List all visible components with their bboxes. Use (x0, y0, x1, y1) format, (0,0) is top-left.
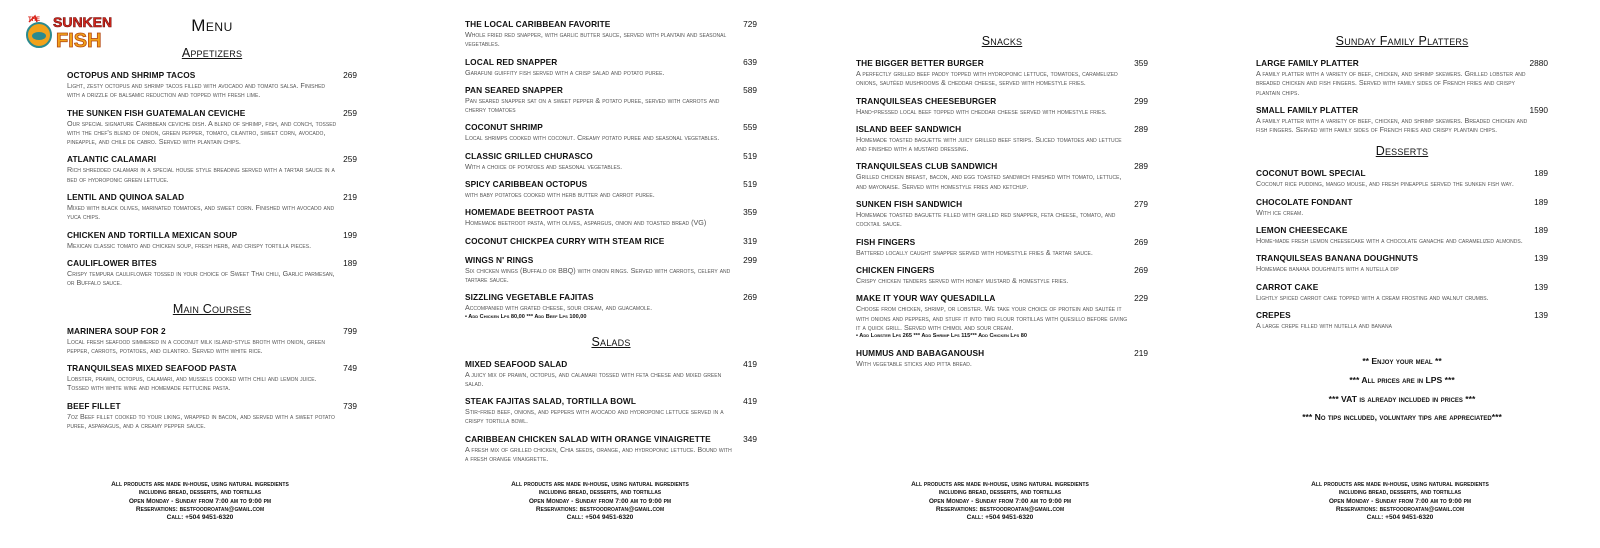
menu-item-name: PAN SEARED SNAPPER (465, 84, 563, 95)
menu-item-description: Local fresh seafood simmered in a coconut milk island-style broth with onion, green pepper, carrots, potatoes, and cilantro. Served with white rice. (67, 336, 325, 355)
menu-item-name: LEMON CHEESECAKE (1256, 225, 1348, 236)
footer-hours: Open Monday - Sunday from 7:00 am to 9:00 pm (928, 497, 1072, 505)
menu-item (1256, 58, 1548, 97)
menu-item-add-ons: • Add Lobster Lps 265 *** Add Shrimp Lps 115*** Add Chicken Lps 80 (856, 333, 1027, 340)
menu-item-description: A juicy mix of prawn, octopus, and calamari tossed with feta cheese and mixed green salad. (465, 369, 722, 388)
menu-item-price: 419 (743, 358, 757, 369)
menu-page-2 (400, 0, 800, 548)
note-vat: *** VAT is already included in prices *** (1328, 393, 1476, 404)
footer-line: including bread, desserts, and tortillas (1338, 489, 1462, 497)
menu-item (856, 265, 1148, 285)
menu-item-price: 799 (343, 325, 357, 336)
menu-item-name: COCONUT CHICKPEA CURRY WITH STEAM RICE (465, 235, 665, 246)
menu-item-name: MIXED SEAFOOD SALAD (465, 358, 568, 369)
menu-item-description: Whole fried red snapper, with garlic butter sauce, served with plantain and seasonal vegetables. (465, 30, 727, 49)
menu-item-price: 289 (1134, 161, 1148, 172)
menu-item (856, 348, 1148, 368)
footer (800, 481, 1200, 522)
notes (1256, 356, 1548, 422)
menu-item-name: CHOCOLATE FONDANT (1256, 196, 1353, 207)
menu-item (465, 122, 757, 142)
menu-item-name: HUMMUS AND BABAGANOUSH (856, 348, 985, 359)
menu-item-price: 1590 (1529, 104, 1548, 115)
menu-item-description: Crispy tempura cauliflower tossed in your choice of Sweet Thai chili, Garlic parmesan, or Buffalo sauce. (67, 268, 335, 288)
menu-item-name: THE SUNKEN FISH GUATEMALAN CEVICHE (67, 107, 246, 118)
menu-item (856, 161, 1148, 191)
menu-item-name: HOMEMADE BEETROOT PASTA (465, 207, 595, 218)
section-mains-continued (465, 19, 757, 321)
menu-item-name: CARIBBEAN CHICKEN SALAD WITH ORANGE VINAIGRETTE (465, 433, 711, 444)
footer-hours: Open Monday - Sunday from 7:00 am to 9:00 pm (1328, 497, 1472, 505)
menu-item (67, 70, 357, 100)
menu-item (1256, 253, 1548, 273)
footer-hours: Open Monday - Sunday from 7:00 am to 9:00 pm (528, 497, 672, 505)
menu-page-3 (800, 0, 1200, 548)
section-heading-salads: Salads (591, 334, 631, 349)
footer-reservations-email: Reservations: bestfoodroatan@gmail.com (1335, 505, 1465, 513)
section-appetizers (67, 46, 357, 288)
menu-item-name: COCONUT BOWL SPECIAL (1256, 168, 1366, 179)
menu-item-description: Mexican classic tomato and chicken soup, fresh herb, and crispy tortilla pieces. (67, 240, 312, 250)
menu-item-price: 269 (1134, 264, 1148, 275)
menu-item (465, 255, 757, 285)
menu-item-name: FISH FINGERS (856, 236, 916, 247)
menu-item-description: with baby potatoes cooked with herb butter and carrot puree. (465, 190, 655, 200)
section-heading-desserts: Desserts (1375, 144, 1429, 159)
menu-item-price: 139 (1534, 309, 1548, 320)
logo-text-sunken: SUNKEN (53, 14, 113, 30)
menu-item (856, 124, 1148, 154)
menu-item-description: Homemade toasted baguette filled with grilled red snapper, feta cheese, tomato, and cocktail sauce. (856, 210, 1116, 229)
menu-item-name: BEEF FILLET (67, 400, 121, 411)
section-main-courses (67, 302, 357, 431)
menu-item (67, 154, 357, 184)
menu-item-name: ISLAND BEEF SANDWICH (856, 123, 962, 134)
footer-line: All products are made in-house, using natural ingredients (1311, 481, 1489, 488)
menu-item-price: 189 (1534, 196, 1548, 207)
menu-item-description: Our special signature Caribbean ceviche dish. A blend of shrimp, fish, and conch, tossed with the chef's blend of onion, green pepper, tomato, cilantro, sweet corn, avocado, pineapple, and chile de cabro. Served with plantain chips. (67, 118, 337, 147)
menu-item-price: 359 (1134, 58, 1148, 68)
menu-item (465, 359, 757, 389)
menu-item (465, 207, 757, 227)
menu-item (856, 199, 1148, 229)
menu-item-description: Garafuni guiffity fish served with a crisp salad and potato puree. (465, 67, 665, 77)
menu-item-description: Homemade beetroot pasta, with olives, aspargus, onion and toasted bread (VG) (465, 218, 707, 228)
menu-item-name: MARINERA SOUP FOR 2 (67, 325, 166, 336)
section-desserts (1256, 144, 1548, 330)
footer-line: including bread, desserts, and tortillas (138, 489, 262, 497)
menu-item-description: A large crepe filled with nutella and banana (1256, 320, 1392, 330)
footer-reservations-email: Reservations: bestfoodroatan@gmail.com (135, 505, 265, 513)
menu-item (1256, 282, 1548, 302)
menu-item (67, 401, 357, 431)
column-page-3 (856, 28, 1148, 376)
menu-item-price: 319 (743, 235, 757, 246)
menu-item (465, 292, 757, 320)
section-snacks (856, 34, 1148, 368)
footer-phone: Call: +504 9451-6320 (166, 514, 234, 522)
menu-item-name: TRANQUILSEAS MIXED SEAFOOD PASTA (67, 363, 237, 374)
menu-item (1256, 310, 1548, 330)
menu-item (67, 326, 357, 356)
footer-line: including bread, desserts, and tortillas (938, 489, 1062, 497)
menu-page-1 (0, 0, 400, 548)
menu-item-price: 419 (743, 396, 757, 407)
menu-item-price: 279 (1134, 199, 1148, 210)
menu-item-description: Lobster, prawn, octopus, calamari, and mussels cooked with chili and lemon juice. Tossed with white wine and homemade fettucine pasta. (67, 374, 317, 393)
menu-item (465, 434, 757, 464)
menu-item-price: 299 (1134, 95, 1148, 106)
logo-text-fish: FISH (56, 30, 102, 52)
menu-item-price: 519 (743, 150, 757, 161)
menu-item-description: A family platter with a variety of beef, chicken, and shrimp skewers. Grilled lobster and breaded chicken and fish fingers. Served with family sides of French fries and crispy plantain chips. (1256, 69, 1526, 97)
menu-item-description: Homemade toasted baguette with juicy grilled beef strips. Sliced tomatoes and lettuce and finished with a mustard dressing. (856, 134, 1122, 154)
column-page-1 (67, 10, 357, 438)
menu-item-name: SIZZLING VEGETABLE FAJITAS (465, 292, 594, 303)
menu-item (1256, 225, 1548, 245)
menu-item-price: 559 (743, 122, 757, 133)
menu-item-description: With vegetable sticks and pitta bread. (856, 359, 972, 369)
section-heading-snacks: Snacks (981, 34, 1023, 48)
menu-item-name: CARROT CAKE (1256, 281, 1319, 292)
menu-item-name: LOCAL RED SNAPPER (465, 56, 558, 67)
menu-item (1256, 197, 1548, 217)
menu-item (67, 363, 357, 393)
menu-item-price: 229 (1134, 293, 1148, 304)
section-heading-main-courses: Main Courses (172, 301, 252, 316)
menu-item-description: Homemade banana doughnuts with a nutella dip (1256, 264, 1399, 274)
menu-item (856, 237, 1148, 257)
menu-item-description: Crispy chicken tenders served with honey mustard & homestyle fries. (856, 275, 1069, 285)
menu-item-price: 259 (343, 107, 357, 118)
menu-item-name: TRANQUILSEAS CLUB SANDWICH (856, 161, 998, 172)
menu-item-description: Stir-fried beef, onions, and peppers with avocado and hydroponic lettuce served in a crispy tortilla bowl. (465, 407, 724, 426)
menu-item-price: 749 (343, 363, 357, 374)
footer-line: All products are made in-house, using natural ingredients (111, 481, 289, 488)
menu-item-price: 219 (1134, 348, 1148, 359)
menu-item-name: LARGE FAMILY PLATTER (1256, 58, 1359, 68)
footer-line: All products are made in-house, using natural ingredients (511, 481, 689, 488)
menu-item-price: 189 (1534, 168, 1548, 179)
footer-reservations-email: Reservations: bestfoodroatan@gmail.com (535, 505, 665, 513)
menu-item-name: STEAK FAJITAS SALAD, TORTILLA BOWL (465, 396, 637, 407)
footer-line: including bread, desserts, and tortillas (538, 489, 662, 497)
menu-item-name: SUNKEN FISH SANDWICH (856, 199, 963, 210)
menu-item-price: 189 (343, 257, 357, 268)
menu-item-name: WINGS N' RINGS (465, 254, 534, 265)
menu-item-name: SMALL FAMILY PLATTER (1256, 104, 1359, 115)
menu-item (465, 57, 757, 77)
menu-item-name: COCONUT SHRIMP (465, 122, 543, 133)
menu-item-price: 259 (343, 154, 357, 165)
menu-item (67, 192, 357, 222)
note-currency: *** All prices are in LPS *** (1349, 374, 1455, 385)
menu-item-description: A fresh mix of grilled chicken, Chia seeds, orange, and hydroponic lettuce. Bound with a fresh orange vinaigrette. (465, 444, 732, 464)
menu-item-description: Light, zesty octopus and shrimp tacos filled with avocado and tomato salsa. Finished with a drizzle of balsamic reduction and topped with fresh lime. (67, 81, 326, 100)
menu-item-description: Hand-pressed local beef topped with cheddar cheese served with homestyle fries. (856, 106, 1107, 116)
menu-item (465, 236, 757, 247)
menu-item-description: Grilled chicken breast, bacon, and egg toasted sandwich finished with tomato, lettuce, and mayonaise. Served with homestyle fries and ketchup. (856, 172, 1122, 191)
menu-item-name: TRANQUILSEAS BANANA DOUGHNUTS (1256, 253, 1419, 264)
menu-item-description: Coconut rice pudding, mango mouse, and fresh pineapple served the sunken fish way. (1256, 179, 1514, 189)
menu-item-price: 519 (743, 179, 757, 190)
footer-phone: Call: +504 9451-6320 (566, 514, 634, 522)
column-page-4 (1256, 28, 1548, 431)
menu-item-price: 139 (1534, 281, 1548, 292)
section-heading-family-platters: Sunday Family Platters (1335, 34, 1469, 48)
menu-item-name: ATLANTIC CALAMARI (67, 154, 157, 165)
menu-item (1256, 168, 1548, 188)
menu-item-name: TRANQUILSEAS CHEESEBURGER (856, 95, 997, 106)
footer-reservations-email: Reservations: bestfoodroatan@gmail.com (935, 505, 1065, 513)
menu-item (856, 58, 1148, 88)
menu-item-name: CAULIFLOWER BITES (67, 257, 157, 268)
menu-item-name: THE BIGGER BETTER BURGER (856, 58, 984, 68)
menu-item-price: 199 (343, 229, 357, 240)
menu-item-description: Accompanied with grated cheese, sour cream, and guacamole. (465, 303, 653, 313)
menu-item-description: 7oz Beef fillet cooked to your liking, wrapped in bacon, and served with a sweet potato puree, asparagus, and a creamy pepper sauce. (67, 411, 335, 431)
menu-item (1256, 105, 1548, 135)
menu-item-description: Rich shredded calamari in a special house style breading served with a tartar sauce in a bed of hydroponic green lettuce. (67, 165, 335, 184)
menu-item-name: CLASSIC GRILLED CHURASCO (465, 150, 593, 161)
menu-item-price: 2880 (1529, 58, 1548, 68)
menu-item (856, 96, 1148, 116)
column-page-2 (465, 19, 757, 471)
menu-item-description: Local shrimps cooked with coconut. Creamy potato puree and seasonal vegetables. (465, 133, 720, 143)
menu-item-price: 729 (743, 19, 757, 29)
menu-item (67, 230, 357, 250)
menu-item-price: 739 (343, 400, 357, 411)
menu-item-description: Pan seared snapper sat on a sweet pepper & potato puree, served with carrots and cherry tomatoes (465, 95, 720, 115)
footer (400, 481, 800, 522)
menu-item-description: A perfectly grilled beef paddy topped with hydroponic lettuce, tomatoes, caramelized onions, sautéed mushrooms & cheddar cheese, served with homestyle fries. (856, 69, 1118, 88)
section-salads (465, 335, 757, 464)
menu-item-price: 289 (1134, 123, 1148, 134)
menu-item (856, 293, 1148, 340)
menu-item-price: 589 (743, 84, 757, 95)
menu-item-description: With a choice of potatoes and seasonal vegetables. (465, 161, 623, 171)
menu-item-price: 269 (743, 292, 757, 303)
section-heading-appetizers: Appetizers (181, 46, 243, 60)
menu-item-description: Choose from chicken, shrimp, or lobster. We take your choice of protein and sautée it with onions and peppers, and stuff it into two flour tortillas with quesillo before giving it a quick grill. Served with chimol and sour cream. (856, 304, 1128, 332)
menu-item (465, 19, 757, 49)
menu-item-add-ons: • Add Chicken Lps 80,00 *** Add Beef Lps 100,00 (465, 313, 587, 320)
menu-item-description: A family platter with a variety of beef, chicken, and shrimp skewers. Breaded chicken and fish fingers. Served with family sides of French fries and crispy plantain chips. (1256, 115, 1528, 135)
menu-item-description: Mixed with black olives, marinated tomatoes, and sweet corn. Finished with avocado and yuca chips. (67, 203, 335, 222)
menu-item-price: 639 (743, 56, 757, 67)
footer (0, 481, 400, 522)
footer-line: All products are made in-house, using natural ingredients (911, 481, 1089, 488)
footer (1200, 481, 1600, 522)
menu-item-price: 349 (743, 433, 757, 444)
menu-item-name: OCTOPUS AND SHRIMP TACOS (67, 70, 196, 80)
footer-phone: Call: +504 9451-6320 (1366, 514, 1434, 522)
menu-item-name: MAKE IT YOUR WAY QUESADILLA (856, 293, 996, 304)
menu-item-description: Battered locally caught snapper served with homestyle fries & tartar sauce. (856, 247, 1093, 257)
menu-title: Menu (191, 16, 233, 35)
menu-item-price: 269 (343, 70, 357, 80)
menu-item (465, 396, 757, 426)
menu-item-price: 359 (743, 207, 757, 218)
menu-item (465, 151, 757, 171)
logo-text-the: THE (28, 17, 40, 23)
note-enjoy: ** Enjoy your meal ** (1362, 356, 1442, 367)
menu-item (465, 85, 757, 115)
menu-item-description: Lightly spiced carrot cake topped with a cream frosting and walnut crumbs. (1256, 292, 1489, 302)
menu-item-name: CHICKEN FINGERS (856, 264, 935, 275)
menu-item-description: Six chicken wings (Buffalo or BBQ) with onion rings. Served with carrots, celery and tartare sauce. (465, 265, 731, 284)
menu-item-price: 139 (1534, 253, 1548, 264)
footer-hours: Open Monday - Sunday from 7:00 am to 9:00 pm (128, 497, 272, 505)
menu-item (67, 108, 357, 147)
menu-item-name: LENTIL AND QUINOA SALAD (67, 192, 185, 203)
menu-item (465, 179, 757, 199)
menu-item-name: CREPES (1256, 309, 1291, 320)
menu-item-price: 269 (1134, 236, 1148, 247)
menu-item-price: 299 (743, 254, 757, 265)
menu-item-name: THE LOCAL CARIBBEAN FAVORITE (465, 19, 611, 29)
note-tips: *** No tips included, voluntary tips are appreciated*** (1302, 412, 1502, 423)
menu-item (67, 258, 357, 288)
menu-item-price: 219 (343, 192, 357, 203)
footer-phone: Call: +504 9451-6320 (966, 514, 1034, 522)
menu-item-description: Home-made fresh lemon cheesecake with a chocolate ganache and caramelized almonds. (1256, 236, 1523, 246)
menu-item-name: SPICY CARIBBEAN OCTOPUS (465, 179, 588, 190)
menu-item-description: With ice cream. (1256, 207, 1304, 217)
section-family-platters (1256, 34, 1548, 134)
menu-item-name: CHICKEN AND TORTILLA MEXICAN SOUP (67, 229, 238, 240)
menu-item-price: 189 (1534, 225, 1548, 236)
menu-page-4 (1200, 0, 1600, 548)
